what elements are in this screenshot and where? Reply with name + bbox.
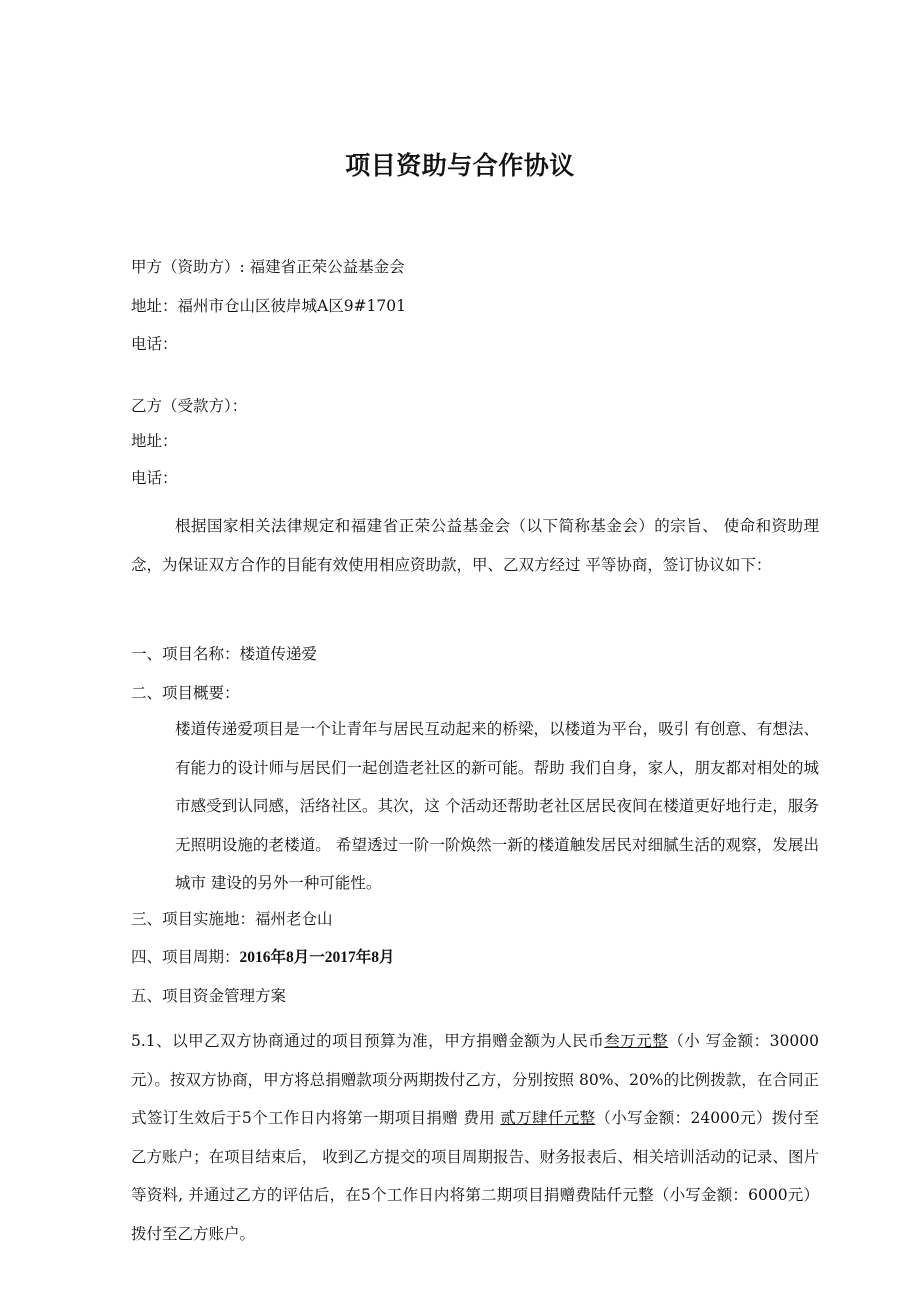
- section-4-period: [131, 947, 395, 968]
- party-b-address: 地址：: [131, 432, 178, 450]
- project-period-dates: 2016年8月一2017年8月: [239, 949, 395, 966]
- document-title: 项目资助与合作协议: [345, 151, 575, 180]
- section-5-heading: 五、项目资金管理方案: [131, 987, 287, 1005]
- section-3-location: 三、项目实施地：福州老仓山: [131, 910, 333, 928]
- section-2-heading: 二、项目概要：: [131, 684, 240, 702]
- party-a-address: 地址：福州市仓山区彼岸城A区9#1701: [131, 297, 406, 315]
- funding-text-part1: 5.1、以甲乙双方协商通过的项目预算为准，甲方捐赠金额为人民币: [131, 1032, 605, 1050]
- party-a-label: 甲方（资助方）: 福建省正荣公益基金会: [131, 258, 405, 276]
- party-b-label: 乙方（受款方）：: [131, 397, 248, 415]
- total-amount-upper: 叁万元整: [604, 1032, 669, 1050]
- funding-text-part2: （小 写金额：30000元）。按双方协商，甲方将总捐赠款项分两期拨付乙方，分别按照 80%、20%的比例拨款，在合同正式签订生效后于5个工作日内将第一期项目捐赠 费用: [131, 1032, 819, 1127]
- section-1-project-name: 一、项目名称：楼道传递爱: [131, 645, 318, 663]
- party-a-phone: 电话：: [131, 335, 178, 353]
- project-overview-paragraph: 楼道传递爱项目是一个让青年与居民互动起来的桥梁，以楼道为平台，吸引 有创意、有想法、有能力的设计师与居民们一起创造老社区的新可能。帮助 我们自身，家人，朋友都对相处的城市感受到认同感，活络社区。其次，这 个活动还帮助老社区居民夜间在楼道更好地行走，服务无照明设施的老楼道。 希望透过一阶一阶焕然一新的楼道触发居民对细腻生活的观察，发展出城市 建设的另外一种可能性。: [175, 720, 819, 892]
- funding-clause-5-1: [131, 1022, 819, 1253]
- first-installment-upper: 贰万肆仟元整: [500, 1109, 596, 1127]
- party-b-phone: 电话：: [131, 469, 178, 487]
- funding-text-part3: （小写金额：24000元）拨付至乙方账户；在项目结束后， 收到乙方提交的项目周期报告、财务报表后、相关培训活动的记录、图片等资料, 并通过乙方的评估后，在5个工作日内将第二期项目捐赠费陆仟元整（小写金额：6000元）拨付至乙方账户。: [131, 1109, 820, 1243]
- section-4-prefix: 四、项目周期：: [131, 948, 240, 966]
- intro-paragraph: 根据国家相关法律规定和福建省正荣公益基金会（以下简称基金会）的宗旨、 使命和资助理念，为保证双方合作的目能有效使用相应资助款，甲、乙双方经过 平等协商，签订协议如下：: [131, 517, 819, 574]
